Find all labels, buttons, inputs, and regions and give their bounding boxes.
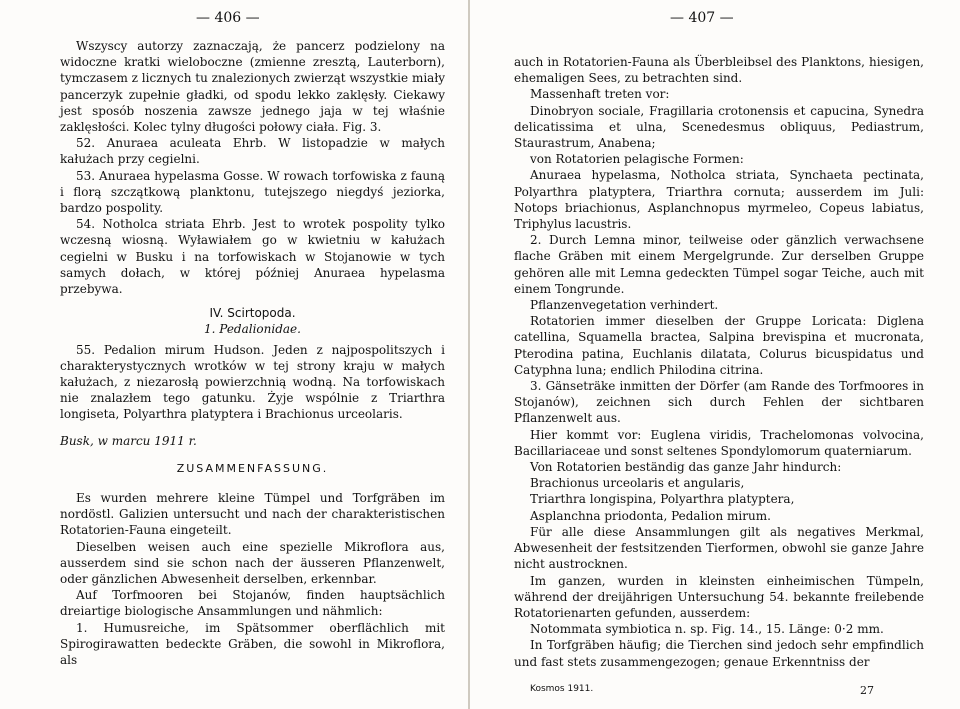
paragraph: auch in Rotatorien-Fauna als Überbleibsel des Planktons, hiesigen, ehemaligen Sees, zu betrachten sind. — [514, 55, 924, 86]
paragraph: Hier kommt vor: Euglena viridis, Trachelomonas volvocina, Bacillariaceae und sonst seltenes Spondylomorum quaterniarum. — [514, 427, 924, 458]
left-summary-column — [60, 490, 445, 668]
paragraph: Brachionus urceolaris et angularis, — [530, 476, 745, 491]
paragraph: 54. Notholca striata Ehrb. Jest to wrotek pospolity tylko wczesną wiosną. Wyławiałem go w kwietniu w kałużach cegielni w Busku i na torfowiskach w Stojanowie w tych samych dołach, w której później Anuraea hypelasma przebywa. — [60, 217, 445, 297]
left-text-column — [60, 38, 445, 477]
paragraph: 3. Gänseträke inmitten der Dörfer (am Rande des Torfmoores in Stojanów), zeichnen sich durch Fehlen der sichtbaren Pflanzenwelt aus. — [514, 379, 924, 426]
paragraph: 2. Durch Lemna minor, teilweise oder gänzlich verwachsene flache Gräben mit einem Mergelgrunde. Zur derselben Gruppe gehören alle mit Lemna gedeckten Tümpel sogar Teiche, auch mit einem Tongrunde. — [514, 233, 924, 296]
paragraph: Wszyscy autorzy zaznaczają, że pancerz podzielony na widoczne kratki wieloboczne (zmienne zresztą, Lauterborn), tymczasem z licznych tu znalezionych zwierząt wszystkie miały pancerzyk zupełnie gładki, od spodu lekko zaklęsły. Ciekawy jest sposób noszenia zawsze jednego jaja w tej właśnie zaklęsłości. Kolec tylny długości połowy ciała. Fig. 3. — [60, 39, 445, 135]
footer-signature: 27 — [860, 684, 874, 697]
paragraph: Für alle diese Ansammlungen gilt als negatives Merkmal, Abwesenheit der festsitzenden Tierformen, obwohl sie ganze Jahre nicht austrocknen. — [514, 524, 924, 572]
paragraph: Massenhaft treten vor: — [530, 87, 670, 102]
paragraph: 53. Anuraea hypelasma Gosse. W rowach torfowiska z fauną i florą szczątkową planktonu, tutejszego niegdyś jeziorka, bardzo pospolity. — [60, 168, 445, 216]
paragraph: Im ganzen, wurden in kleinsten einheimischen Tümpeln, während der dreijährigen Untersuchung 54. bekannte freilebende Rotatorienarten gefunden, ausserdem: — [514, 573, 924, 620]
subheading: 1. Pedalionidae. — [204, 322, 301, 337]
paragraph: Notommata symbiotica n. sp. Fig. 14., 15. Länge: 0·2 mm. — [530, 622, 884, 637]
paragraph: Es wurden mehrere kleine Tümpel und Torfgräben im nordöstl. Galizien untersucht und nach der charakteristischen Rotatorien-Fauna eingeteilt. — [60, 491, 445, 538]
paragraph: Dinobryon sociale, Fragillaria crotonensis et capucina, Synedra delicatissima et ulna, Scenedesmus obliquus, Pediastrum, Staurastrum, Anabena; — [514, 103, 924, 151]
footer-journal: Kosmos 1911. — [530, 684, 594, 694]
right-page-number: — 407 — — [670, 10, 734, 26]
right-text-column — [514, 54, 924, 670]
summary-heading: ZUSAMMENFASSUNG. — [176, 461, 329, 475]
paragraph: In Torfgräben häufig; die Tierchen sind jedoch sehr empfindlich und fast stets zusammengezogen; genaue Erkenntniss der — [514, 638, 924, 669]
left-page — [0, 0, 470, 709]
paragraph: 55. Pedalion mirum Hudson. Jeden z najpospolitszych i charakterystycznych wrotków w tej strony kraju w małych kałużach, z niezarosłą powierzchnią wodną. Na torfowiskach nie znalazłem tego gatunku. Żyje wspólnie z Triarthra longiseta, Polyarthra platyptera i Brachionus urceolaris. — [60, 342, 445, 422]
section-heading: IV. Scirtopoda. — [209, 306, 296, 321]
paragraph: Von Rotatorien beständig das ganze Jahr hindurch: — [530, 460, 842, 475]
paragraph: von Rotatorien pelagische Formen: — [530, 152, 744, 167]
paragraph: 52. Anuraea aculeata Ehrb. W listopadzie w małych kałużach przy cegielni. — [60, 136, 445, 167]
paragraph: Rotatorien immer dieselben der Gruppe Loricata: Diglena catellina, Squamella bractea, Salpina brevispina et mucronata, Pterodina patina, Euchlanis dilatata, Colurus bicuspidatus und Catyphna luna; endlich Philodina citrina. — [514, 314, 924, 377]
paragraph: Triarthra longispina, Polyarthra platyptera, — [530, 492, 795, 507]
paragraph: Anuraea hypelasma, Notholca striata, Synchaeta pectinata, Polyarthra platyptera, Triarthra cornuta; ausserdem im Juli: Notops briachionus, Asplanchnopus myrmeleo, Copeus labiatus, Triphylus lacustris. — [514, 168, 924, 232]
paragraph: Auf Torfmooren bei Stojanów, finden hauptsächlich dreiartige biologische Ansammlungen und nähmlich: — [60, 588, 445, 619]
paragraph: Asplanchna priodonta, Pedalion mirum. — [530, 508, 771, 523]
right-page — [470, 0, 960, 709]
left-page-number: — 406 — — [196, 10, 260, 26]
paragraph: 1. Humusreiche, im Spätsommer oberflächlich mit Spirogirawatten bedeckte Gräben, die sowohl in Mikroflora, als — [60, 620, 445, 668]
paragraph: Dieselben weisen auch eine spezielle Mikroflora aus, ausserdem sind sie schon nach der äusseren Pflanzenwelt, oder gänzlichen Abwesenheit derselben, erkennbar. — [60, 539, 445, 587]
paragraph: Pflanzenvegetation verhindert. — [530, 298, 719, 313]
signature-line: Busk, w marcu 1911 r. — [60, 433, 197, 448]
